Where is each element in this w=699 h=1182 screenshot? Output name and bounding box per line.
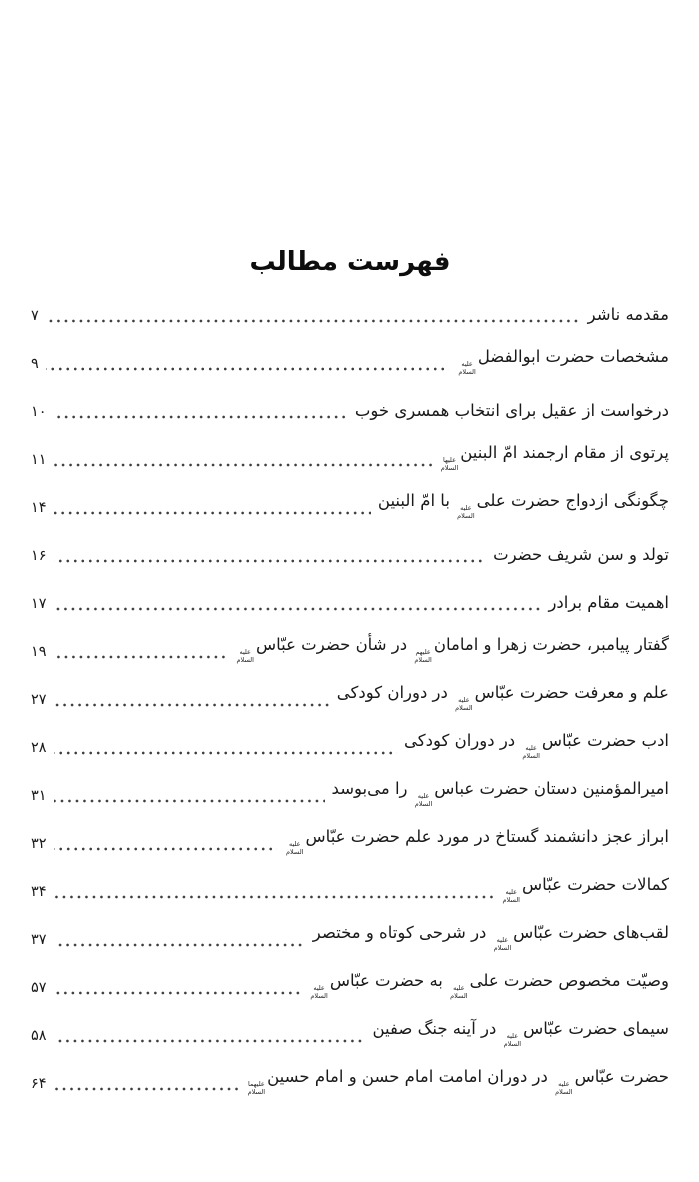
toc-row — [31, 904, 669, 952]
toc-row — [31, 760, 669, 808]
toc-entry-title: چگونگی ازدواج حضرت علی علیه السلام با امّ البنین — [377, 491, 669, 520]
toc-entry-title: علم و معرفت حضرت عبّاس علیه السلام در دوران کودکی — [336, 683, 669, 712]
toc-entry-title: سیمای حضرت عبّاس علیه السلام در آینه جنگ صفین — [372, 1019, 669, 1048]
toc-row — [31, 568, 669, 616]
honorific-mark: علیه السلام — [286, 840, 304, 856]
dotted-leader — [54, 1038, 366, 1044]
toc-row — [31, 856, 669, 904]
toc-entry-title: ادب حضرت عبّاس علیه السلام در دوران کودکی — [404, 731, 669, 760]
toc-row — [31, 472, 669, 520]
dotted-leader — [46, 366, 450, 372]
toc-row — [31, 424, 669, 472]
toc-page-number: ۱۱ — [31, 451, 47, 468]
dotted-leader — [54, 462, 432, 468]
toc-list — [31, 280, 669, 1096]
dotted-leader — [54, 510, 371, 516]
honorific-mark: علیه السلام — [310, 984, 328, 1000]
toc-row — [31, 712, 669, 760]
dotted-leader — [54, 798, 325, 804]
toc-page-number: ۳۴ — [31, 883, 47, 900]
toc-page-number: ۶۴ — [31, 1075, 47, 1092]
dotted-leader — [54, 1086, 239, 1092]
honorific-mark: علیه السلام — [458, 360, 476, 376]
honorific-mark: علیها السلام — [440, 456, 459, 472]
toc-entry-title: امیرالمؤمنین دستان حضرت عباس علیه السلام را می‌بوسد — [331, 779, 669, 808]
toc-row — [31, 328, 669, 376]
toc-row — [31, 1048, 669, 1096]
toc-page-number: ۵۸ — [31, 1027, 47, 1044]
toc-row — [31, 376, 669, 424]
dotted-leader — [54, 702, 330, 708]
honorific-mark: علیه السلام — [450, 984, 468, 1000]
toc-entry-title: مشخصات حضرت ابوالفضل علیه السلام — [458, 347, 669, 376]
dotted-leader — [54, 606, 542, 612]
toc-entry-title: لقب‌های حضرت عبّاس علیه السلام در شرحی کوتاه و مختصر — [312, 923, 669, 952]
toc-page-number: ۱۶ — [31, 547, 47, 564]
toc-page-number: ۱۷ — [31, 595, 47, 612]
toc-row — [31, 616, 669, 664]
toc-page-number: ۲۷ — [31, 691, 47, 708]
toc-title: فهرست مطالب — [249, 247, 451, 277]
toc-row — [31, 520, 669, 568]
honorific-mark: علیهم السلام — [414, 648, 432, 664]
honorific-mark: علیه السلام — [502, 888, 520, 904]
toc-entry-title: مقدمه ناشر — [587, 305, 669, 325]
toc-page-number: ۱۰ — [31, 403, 47, 420]
toc-page-number: ۳۱ — [31, 787, 47, 804]
toc-page-number: ۷ — [31, 307, 39, 324]
toc-row — [31, 280, 669, 328]
toc-row — [31, 808, 669, 856]
toc-entry-title: گفتار پیامبر، حضرت زهرا و امامان علیهم السلام در شأن حضرت عبّاس علیه السلام — [236, 635, 669, 664]
dotted-leader — [54, 654, 228, 660]
dotted-leader — [54, 414, 348, 420]
toc-page-number: ۵۷ — [31, 979, 47, 996]
toc-page-number: ۱۴ — [31, 499, 47, 516]
dotted-leader — [46, 318, 581, 324]
dotted-leader — [54, 846, 277, 852]
toc-entry-title: ابراز عجز دانشمند گستاخ در مورد علم حضرت عبّاس علیه السلام — [286, 827, 669, 856]
honorific-mark: علیه السلام — [555, 1080, 573, 1096]
toc-page-number: ۳۷ — [31, 931, 47, 948]
honorific-mark: علیه السلام — [522, 744, 540, 760]
dotted-leader — [54, 750, 397, 756]
toc-page-number: ۹ — [31, 355, 39, 372]
toc-entry-title: حضرت عبّاس علیه السلام در دوران امامت امام حسن و امام حسین علیهما السلام — [247, 1067, 669, 1096]
honorific-mark: علیه السلام — [493, 936, 512, 952]
dotted-leader — [54, 558, 487, 564]
toc-page-number: ۱۹ — [31, 643, 47, 660]
toc-entry-title: کمالات حضرت عبّاس علیه السلام — [502, 875, 669, 904]
honorific-mark: علیه السلام — [503, 1032, 522, 1048]
dotted-leader — [54, 894, 494, 900]
toc-entry-title: اهمیت مقام برادر — [548, 593, 669, 613]
toc-entry-title: تولد و سن شریف حضرت — [493, 545, 669, 565]
dotted-leader — [54, 942, 306, 948]
honorific-mark: علیه السلام — [236, 648, 254, 664]
toc-entry-title: وصیّت مخصوص حضرت علی علیه السلام به حضرت عبّاس علیه السلام — [310, 971, 669, 1000]
dotted-leader — [54, 990, 302, 996]
toc-page-number: ۲۸ — [31, 739, 47, 756]
toc-row — [31, 952, 669, 1000]
honorific-mark: علیه السلام — [414, 792, 433, 808]
toc-page-number: ۳۲ — [31, 835, 47, 852]
toc-row — [31, 664, 669, 712]
honorific-mark: علیهما السلام — [247, 1080, 266, 1096]
toc-section — [31, 244, 669, 1096]
toc-entry-title: پرتوی از مقام ارجمند امّ البنین علیها السلام — [440, 443, 669, 472]
honorific-mark: علیه السلام — [457, 504, 475, 520]
honorific-mark: علیه السلام — [455, 696, 473, 712]
toc-row — [31, 1000, 669, 1048]
toc-entry-title: درخواست از عقیل برای انتخاب همسری خوب — [354, 401, 669, 421]
